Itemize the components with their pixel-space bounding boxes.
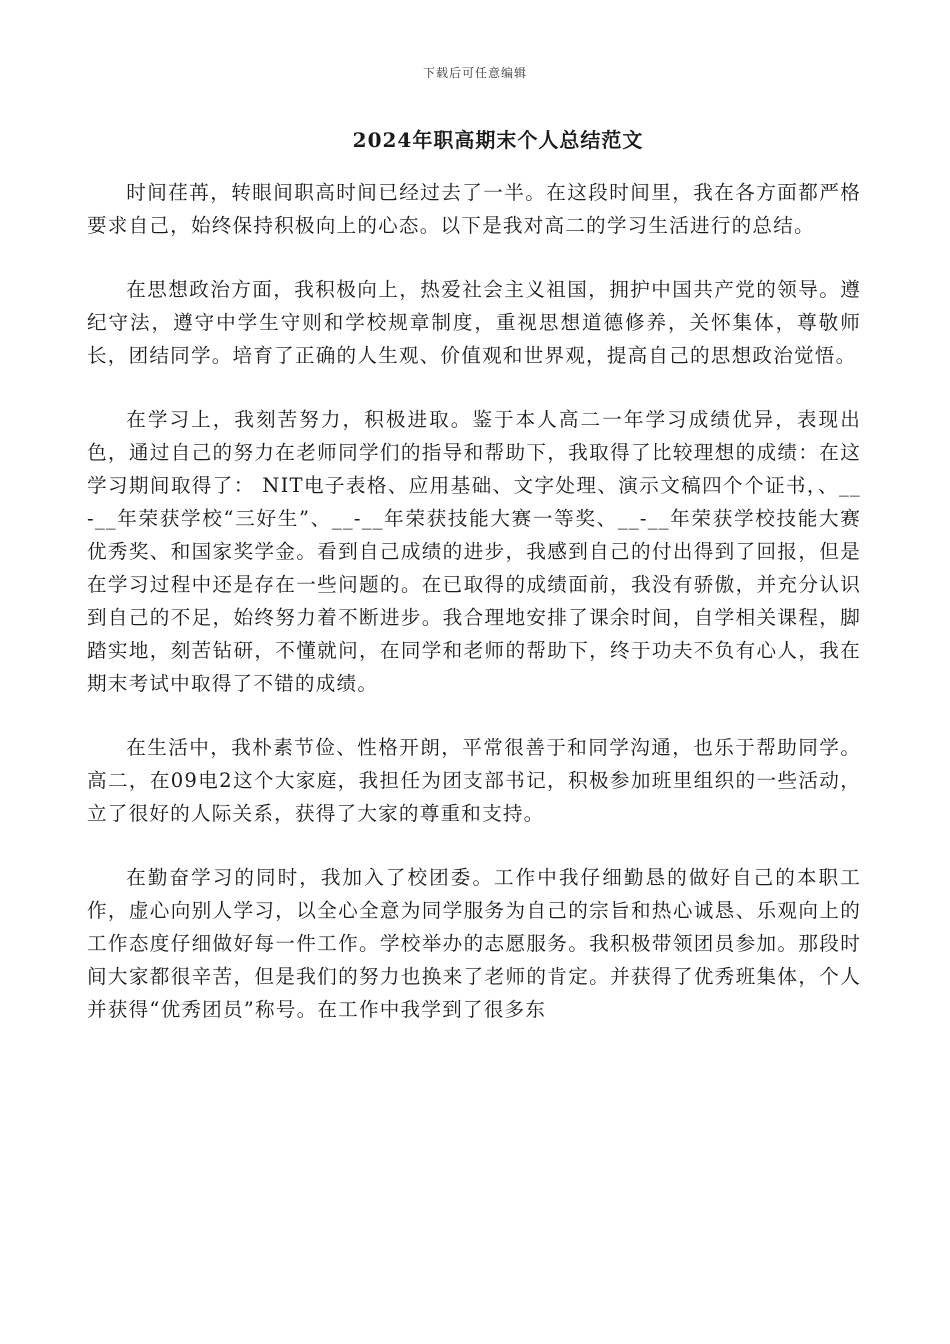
paragraph-politics: 在思想政治方面，我积极向上，热爱社会主义祖国，拥护中国共产党的领导。遵纪守法，遵守中学生守则和学校规章制度，重视思想道德修养，关怀集体，尊敬师长，团结同学。培育了正确的人生观、价值观和世界观，提高自己的思想政治觉悟。	[87, 278, 861, 367]
paragraph-intro: 时间荏苒，转眼间职高时间已经过去了一半。在这段时间里，我在各方面都严格要求自己，始终保持积极向上的心态。以下是我对高二的学习生活进行的总结。	[87, 181, 861, 237]
document-title: 2024年职高期末个人总结范文	[352, 128, 644, 152]
document-body	[87, 176, 861, 1057]
paragraph-league-work: 在勤奋学习的同时，我加入了校团委。工作中我仔细勤恳的做好自己的本职工作，虚心向别人学习，以全心全意为同学服务为自己的宗旨和热心诚恳、乐观向上的工作态度仔细做好每一件工作。学校举办的志愿服务。我积极带领团员参加。那段时间大家都很辛苦，但是我们的努力也换来了老师的肯定。并获得了优秀班集体，个人并获得“优秀团员”称号。在工作中我学到了很多东	[87, 866, 861, 1021]
paragraph-life: 在生活中，我朴素节俭、性格开朗，平常很善于和同学沟通，也乐于帮助同学。高二，在09电2这个大家庭，我担任为团支部书记，积极参加班里组织的一些活动，立了很好的人际关系，获得了大家的尊重和支持。	[87, 736, 861, 825]
paragraph-study: 在学习上，我刻苦努力，积极进取。鉴于本人高二一年学习成绩优异，表现出色，通过自己的努力在老师同学们的指导和帮助下，我取得了比较理想的成绩：在这学习期间取得了： NIT电子表格、应用基础、文字处理、演示文稿四个个证书，、__-__年荣获学校“三好生”、__-__年荣获技能大赛一等奖、__-__年荣获学校技能大赛优秀奖、和国家奖学金。看到自己成绩的进步，我感到自己的付出得到了回报，但是在学习过程中还是存在一些问题的。在已取得的成绩面前，我没有骄傲，并充分认识到自己的不足，始终努力着不断进步。我合理地安排了课余时间，自学相关课程，脚踏实地，刻苦钻研，不懂就问，在同学和老师的帮助下，终于功夫不负有心人，我在期末考试中取得了不错的成绩。	[87, 408, 861, 695]
header-note: 下载后可任意编辑	[422, 66, 527, 80]
